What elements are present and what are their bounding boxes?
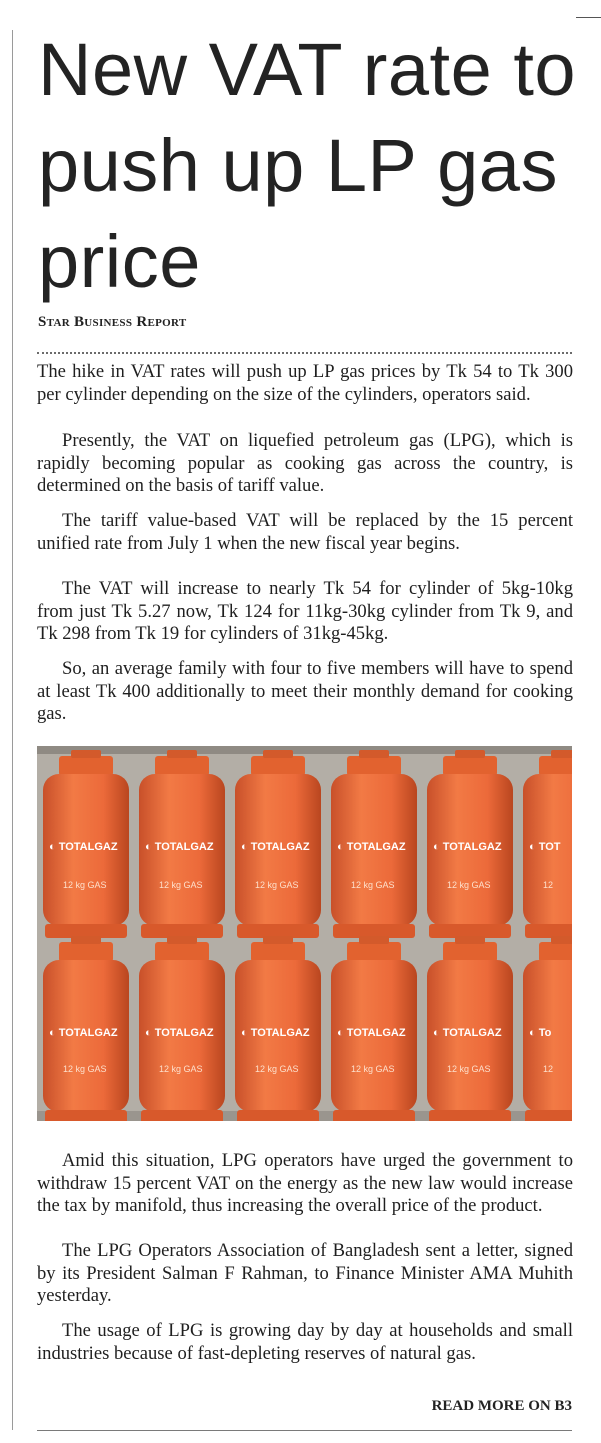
paragraph-operators-urge: Amid this situation, LPG operators have urged the government to withdraw 15 percent VAT on the energy as the new law would increase the tax by manifold, thus increasing the overall price of the product.: [37, 1150, 573, 1217]
top-corner-rule: [576, 17, 601, 18]
lpg-cylinders-photo: [37, 746, 572, 1121]
paragraph-family-cost: So, an average family with four to five members will have to spend at least Tk 400 additionally to meet their monthly demand for cooking gas.: [37, 658, 573, 725]
svg-text:◐ TOTALGAZ: ◐ TOTALGAZ: [433, 1027, 502, 1039]
byline-dotted-divider: [37, 352, 572, 354]
paragraph-association-letter: The LPG Operators Association of Bangladesh sent a letter, signed by its President Salman F Rahman, to Finance Minister AMA Muhith yesterday.: [37, 1240, 573, 1307]
paragraph-lead: The hike in VAT rates will push up LP gas prices by Tk 54 to Tk 300 per cylinder depending on the size of the cylinders, operators said.: [37, 361, 573, 405]
svg-text:◐ TOTALGAZ: ◐ TOTALGAZ: [145, 1027, 214, 1039]
paragraph-current-vat: Presently, the VAT on liquefied petroleum gas (LPG), which is rapidly becoming popular as cooking gas across the country, is determined on the basis of tariff value.: [37, 430, 573, 497]
svg-text:12 kg GAS: 12 kg GAS: [255, 1064, 299, 1074]
svg-text:12 kg GAS: 12 kg GAS: [159, 1064, 203, 1074]
svg-text:12 kg GAS: 12 kg GAS: [159, 880, 203, 890]
svg-text:◐ TOT: ◐ TOT: [529, 841, 561, 853]
svg-text:◐ TOTALGAZ: ◐ TOTALGAZ: [241, 1027, 310, 1039]
svg-text:◐ TOTALGAZ: ◐ TOTALGAZ: [49, 841, 118, 853]
byline-text: Star Business Report: [38, 314, 187, 330]
svg-text:◐ TOTALGAZ: ◐ TOTALGAZ: [337, 1027, 406, 1039]
paragraph-increase: The VAT will increase to nearly Tk 54 for cylinder of 5kg-10kg from just Tk 5.27 now, Tk 124 for 11kg-30kg cylinder from Tk 9, and Tk 298 from Tk 19 for cylinders of 31kg-45kg.: [37, 578, 573, 645]
svg-text:◐ TOTALGAZ: ◐ TOTALGAZ: [433, 841, 502, 853]
byline: [38, 314, 186, 331]
svg-text:12 kg GAS: 12 kg GAS: [351, 880, 395, 890]
svg-text:◐ TOTALGAZ: ◐ TOTALGAZ: [145, 841, 214, 853]
svg-text:12 kg GAS: 12 kg GAS: [63, 1064, 107, 1074]
svg-text:12 kg GAS: 12 kg GAS: [255, 880, 299, 890]
svg-text:◐ To: ◐ To: [529, 1027, 552, 1039]
svg-text:◐ TOTALGAZ: ◐ TOTALGAZ: [337, 841, 406, 853]
svg-text:12: 12: [543, 880, 554, 890]
svg-text:12 kg GAS: 12 kg GAS: [447, 880, 491, 890]
svg-text:◐ TOTALGAZ: ◐ TOTALGAZ: [49, 1027, 118, 1039]
svg-text:12 kg GAS: 12 kg GAS: [447, 1064, 491, 1074]
svg-text:12 kg GAS: 12 kg GAS: [63, 880, 107, 890]
svg-text:12 kg GAS: 12 kg GAS: [351, 1064, 395, 1074]
paragraph-usage-growing: The usage of LPG is growing day by day at households and small industries because of fast-depleting reserves of natural gas.: [37, 1320, 573, 1364]
lpg-cylinders-illustration: [37, 746, 572, 1121]
svg-text:12: 12: [543, 1064, 554, 1074]
headline: New VAT rate to push up LP gas price: [38, 28, 577, 303]
paragraph-unified-rate: The tariff value-based VAT will be replaced by the 15 percent unified rate from July 1 when the new fiscal year begins.: [37, 510, 573, 554]
read-more-link[interactable]: READ MORE ON B3: [431, 1398, 572, 1414]
svg-text:◐ TOTALGAZ: ◐ TOTALGAZ: [241, 841, 310, 853]
bottom-rule: [37, 1430, 572, 1431]
left-column-rule: [12, 30, 13, 1430]
